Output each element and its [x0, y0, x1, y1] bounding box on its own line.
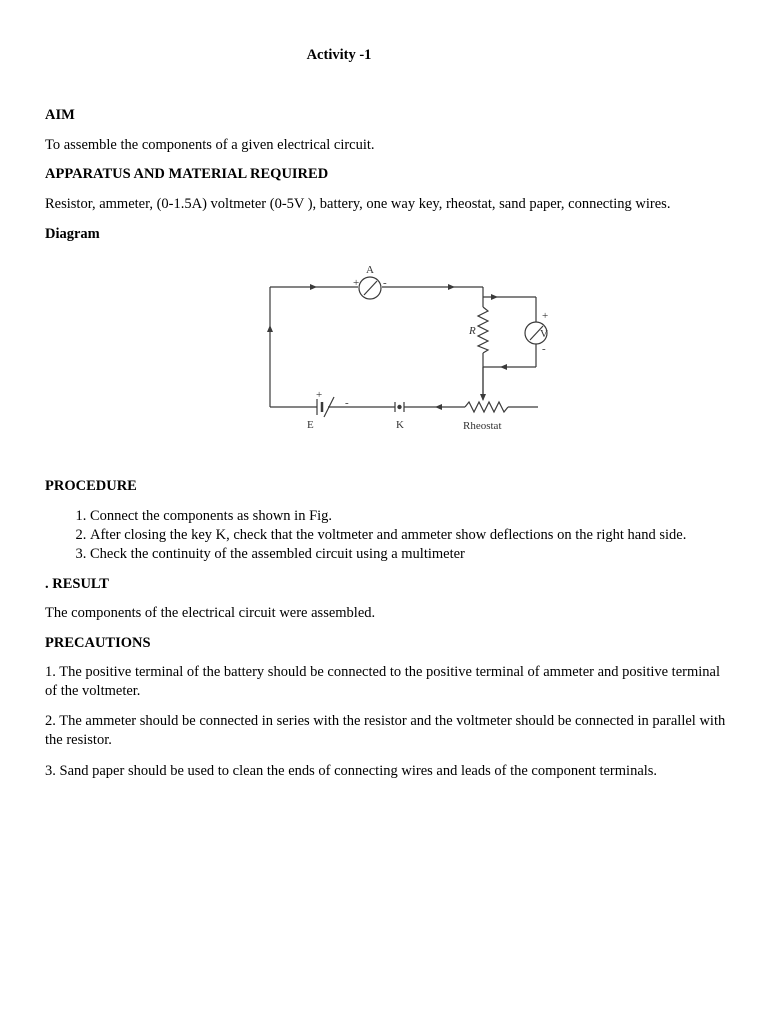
aim-text: To assemble the components of a given electrical circuit.	[45, 137, 375, 153]
page-title: Activity -1	[306, 47, 372, 63]
ammeter-minus-label: -	[383, 277, 387, 289]
result-text: The components of the electrical circuit were assembled.	[45, 605, 376, 621]
voltmeter-minus-label: -	[542, 343, 546, 355]
precaution-item: 3. Sand paper should be used to clean the ends of connecting wires and leads of the component terminals.	[45, 763, 658, 779]
apparatus-text: Resistor, ammeter, (0-1.5A) voltmeter (0-5V ), battery, one way key, rheostat, sand paper, connecting wires.	[45, 196, 671, 212]
battery-plus-label: +	[316, 389, 323, 401]
circuit-diagram	[220, 255, 550, 446]
result-heading: . RESULT	[45, 576, 109, 592]
resistor-zigzag	[478, 307, 488, 353]
battery-label: E	[307, 419, 314, 431]
procedure-heading: PROCEDURE	[45, 478, 137, 494]
resistor-label: R	[469, 325, 476, 337]
precautions-heading: PRECAUTIONS	[45, 635, 151, 651]
ammeter-plus-label: +	[353, 277, 360, 289]
aim-heading: AIM	[45, 107, 75, 123]
voltmeter-label: V	[540, 328, 548, 340]
procedure-list	[45, 507, 735, 564]
procedure-step: 3. Check the continuity of the assembled circuit using a multimeter	[90, 545, 735, 564]
battery-minus-label: -	[345, 397, 349, 409]
precaution-item: 1. The positive terminal of the battery should be connected to the positive terminal of ammeter and positive terminal of the voltmeter.	[45, 664, 721, 699]
ammeter-label: A	[366, 264, 374, 276]
precaution-item: 2. The ammeter should be connected in series with the resistor and the voltmeter should be connected in parallel with the resistor.	[45, 713, 726, 748]
rheostat-zigzag	[465, 402, 508, 412]
procedure-step: 1. Connect the components as shown in Fig.	[90, 507, 735, 526]
diagram-heading: Diagram	[45, 226, 100, 242]
apparatus-heading: APPARATUS AND MATERIAL REQUIRED	[45, 166, 329, 182]
rheostat-label: Rheostat	[463, 420, 502, 432]
key-label: K	[396, 419, 404, 431]
voltmeter-plus-label: +	[542, 310, 549, 322]
procedure-step: 2. After closing the key K, check that the voltmeter and ammeter show deflections on the right hand side.	[90, 526, 735, 545]
